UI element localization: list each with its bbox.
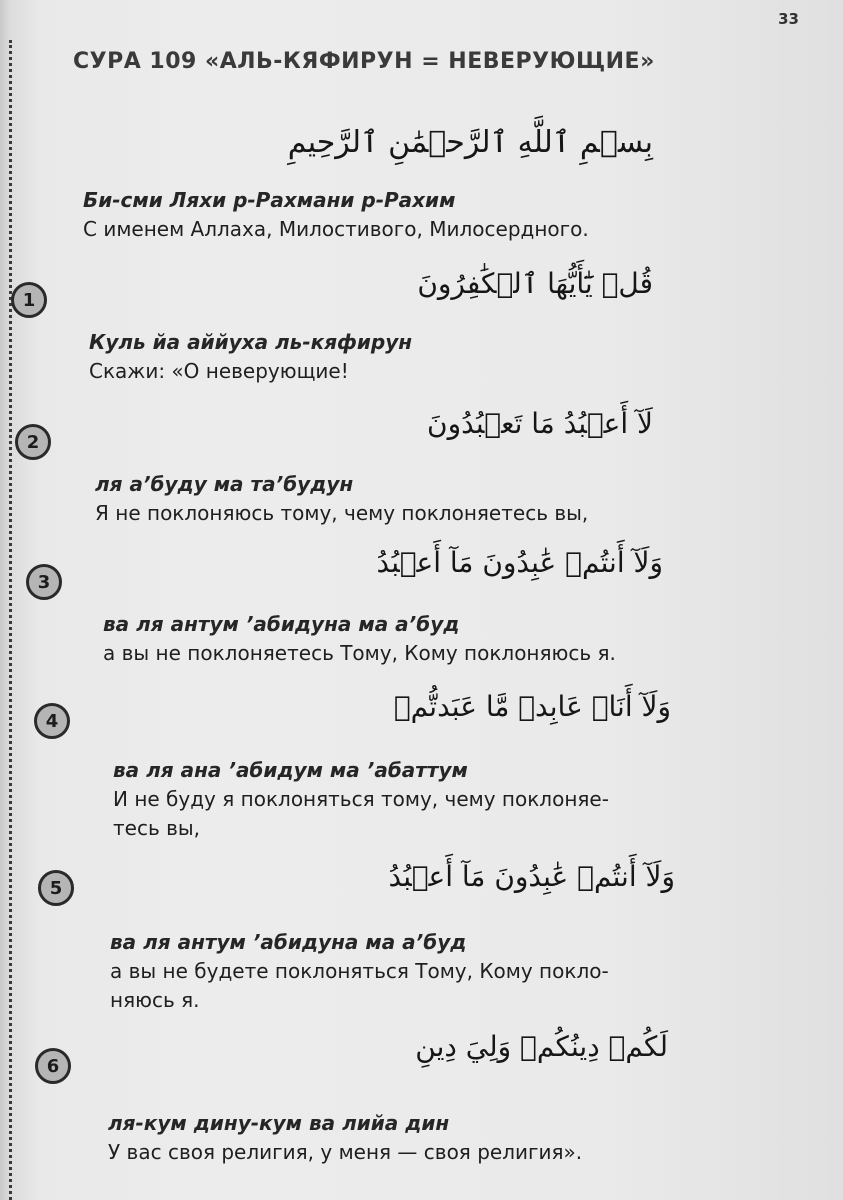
dotted-timeline: [9, 40, 12, 1200]
verse-translation: [110, 957, 609, 1015]
bismillah-arabic: بِسۡمِ ٱللَّهِ ٱلرَّحۡمَٰنِ ٱلرَّحِيمِ: [287, 125, 653, 160]
verse-translit: ля а’буду ма та’будун: [95, 472, 354, 496]
verse-number-badge: 6: [35, 1048, 71, 1084]
verse-translit: ва ля ана ’абидум ма ’абаттум: [113, 758, 468, 782]
page-number: 33: [778, 10, 799, 28]
verse-translit: ва ля антум ’абидуна ма а’буд: [110, 930, 467, 954]
translation-line: тесь вы,: [113, 816, 201, 840]
page-title: СУРА 109 «АЛЬ-КЯФИРУН = НЕВЕРУЮЩИЕ»: [73, 49, 655, 74]
verse-translation: а вы не поклоняетесь Тому, Кому поклоняюсь я.: [103, 641, 616, 665]
verse-number-badge: 2: [15, 424, 51, 460]
translation-line: няюсь я.: [110, 988, 200, 1012]
translation-line: а вы не будете поклоняться Тому, Кому покло-: [110, 959, 609, 983]
verse-number-badge: 1: [11, 282, 47, 318]
verse-number-badge: 5: [38, 870, 74, 906]
verse-translit: ва ля антум ’абидуна ма а’буд: [103, 612, 460, 636]
verse-arabic: وَلَآ أَنتُمۡ عَٰبِدُونَ مَآ أَعۡبُدُ: [388, 860, 675, 893]
verse-translation: У вас своя религия, у меня — своя религия».: [108, 1140, 583, 1164]
verse-arabic: لَآ أَعۡبُدُ مَا تَعۡبُدُونَ: [427, 407, 653, 440]
verse-translation: Я не поклоняюсь тому, чему поклоняетесь вы,: [95, 501, 589, 525]
verse-arabic: لَكُمۡ دِينُكُمۡ وَلِيَ دِينِ: [415, 1030, 668, 1063]
verse-translation: [113, 785, 609, 843]
bismillah-translit: Би-сми Ляхи р-Рахмани р-Рахим: [83, 188, 456, 212]
bismillah-translation: С именем Аллаха, Милостивого, Милосердного.: [83, 217, 589, 241]
verse-translit: Куль йа аййуха ль-кяфирун: [89, 330, 413, 354]
verse-arabic: وَلَآ أَنتُمۡ عَٰبِدُونَ مَآ أَعۡبُدُ: [376, 546, 663, 579]
verse-arabic: قُلۡ يَٰٓأَيُّهَا ٱلۡكَٰفِرُونَ: [417, 267, 653, 300]
verse-number-badge: 4: [34, 703, 70, 739]
verse-arabic: وَلَآ أَنَا۠ عَابِدٞ مَّا عَبَدتُّمۡ: [393, 690, 671, 723]
verse-translit: ля-кум дину-кум ва лийа дин: [108, 1111, 450, 1135]
verse-translation: Скажи: «О неверующие!: [89, 359, 349, 383]
translation-line: И не буду я поклоняться тому, чему поклоняе-: [113, 787, 609, 811]
verse-number-badge: 3: [26, 564, 62, 600]
